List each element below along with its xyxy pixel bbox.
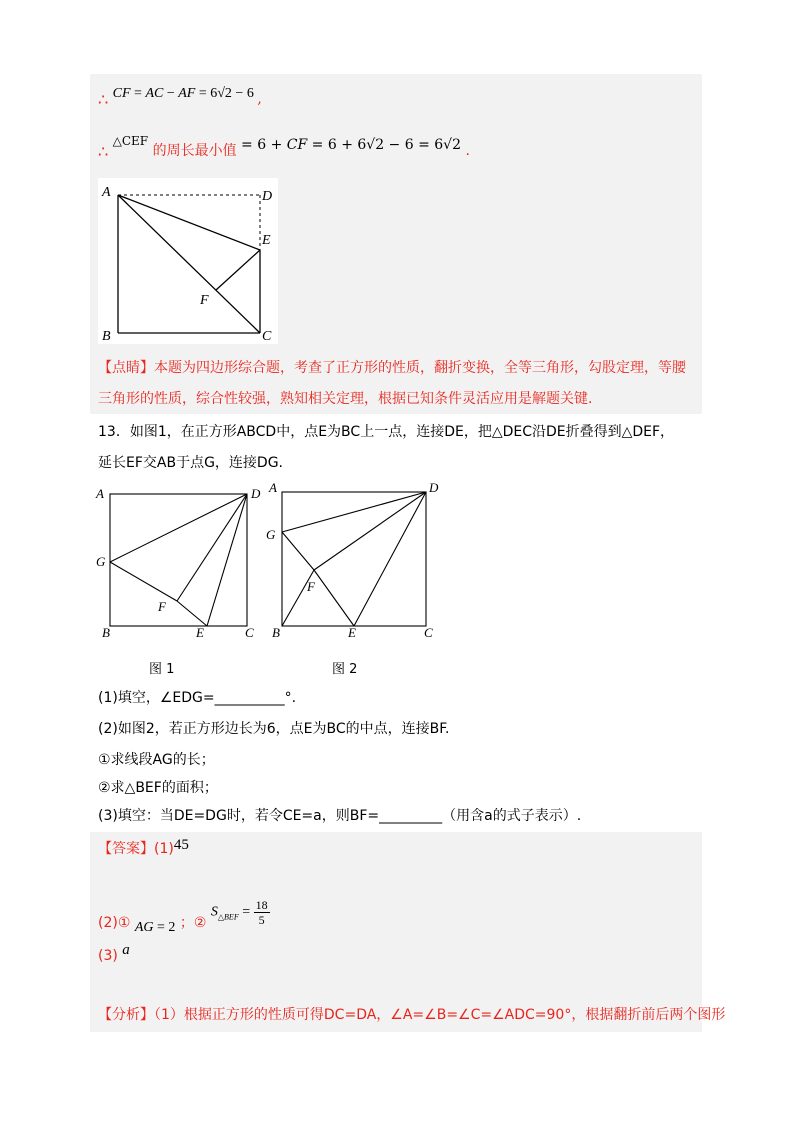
question-1: (1)填空，∠EDG=__________°. [98,690,297,706]
problem-line-2: 延长EF交AB于点G，连接DG. [98,455,284,471]
perimeter-min-text: 的周长最小值 [152,143,237,159]
label-f: F [200,293,209,308]
question-3: (3)填空：当DE=DG时，若令CE=a，则BF=_________（用含a的式子表示）. [98,808,582,824]
fig1-label-b: B [102,625,110,640]
triangle-cef: △CEF [112,134,149,148]
fig1-label-f: F [158,599,166,614]
label-b: B [102,329,111,344]
answer-line-1 [98,838,189,858]
therefore-symbol: ∴ [98,142,109,161]
answer-area: $S_{\triangle BEF}$ = $\frac{18}{5}$ [210,898,268,927]
comment-line-1 [98,358,686,378]
answer-ag: AG = 2 [134,919,176,935]
answer-1-value: 45 [173,837,189,853]
line-end-period: . [465,143,470,159]
fig1-label-c: C [245,625,254,640]
solution-line-2 [98,134,470,161]
answer-line-3 [98,942,130,964]
label-e: E [262,233,271,248]
fig2-label-e: E [348,625,356,640]
figure-1-caption: 图 1 [149,662,175,677]
fig2-label-a: A [269,482,277,495]
formula-cf: CF = AC − AF = 6√2 − 6 [112,86,258,101]
fig2-label-d: D [429,482,439,495]
label-a: A [102,185,111,200]
answer-3-value: a [122,942,130,958]
comment-tag: 【点睛】 [98,360,154,376]
fig1-label-a: A [96,486,104,501]
answer-2-separator: ；② [179,914,207,931]
fig2-label-b: B [272,625,280,640]
answer-block [90,832,702,1032]
answer-tag: 【答案】 [98,841,154,857]
fig2-label-f: F [307,579,315,594]
fig1-label-g: G [96,554,106,569]
question-2b: ②求△BEF的面积； [98,780,218,796]
therefore-symbol: ∴ [98,90,109,109]
formula-perimeter: = 6 + CF = 6 + 6√2 − 6 = 6√2 [241,137,466,153]
fig1-label-d: D [251,486,261,501]
figure-2-caption: 图 2 [332,662,358,677]
answer-1-label: (1) [154,841,174,857]
fig2-label-c: C [424,625,433,640]
answer-3-label: (3) [98,948,118,964]
analysis-text: （1）根据正方形的性质可得DC=DA，∠A=∠B=∠C=∠ADC=90°，根据翻折前后两个图形 [154,1007,726,1023]
figure-2 [264,482,444,640]
figure-1 [94,484,269,640]
solution-line-1 [98,82,262,109]
analysis-line [98,1004,725,1024]
question-2: (2)如图2，若正方形边长为6，点E为BC的中点，连接BF. [98,721,450,737]
comment-line-2 [98,389,592,409]
question-2a: ①求线段AG的长； [98,752,215,768]
problem-line-1: 13．如图1，在正方形ABCD中，点E为BC上一点，连接DE，把△DEC沿DE折叠得到△DEF， [98,424,675,440]
line-end-comma: , [257,91,262,107]
answer-2-label: (2)① [98,914,131,931]
comment-text-2: 三角形的性质，综合性较强，熟知相关定理，根据已知条件灵活应用是解题关键. [98,391,593,407]
fig2-label-g: G [266,527,276,542]
label-c: C [262,329,272,344]
comment-text-1: 本题为四边形综合题，考查了正方形的性质，翻折变换，全等三角形，勾股定理，等腰 [154,360,686,376]
fig1-label-e: E [196,625,204,640]
label-d: D [262,189,273,204]
analysis-tag: 【分析】 [98,1007,154,1023]
answer-line-2 [98,898,270,935]
figure-square-abcd-top [98,178,278,344]
